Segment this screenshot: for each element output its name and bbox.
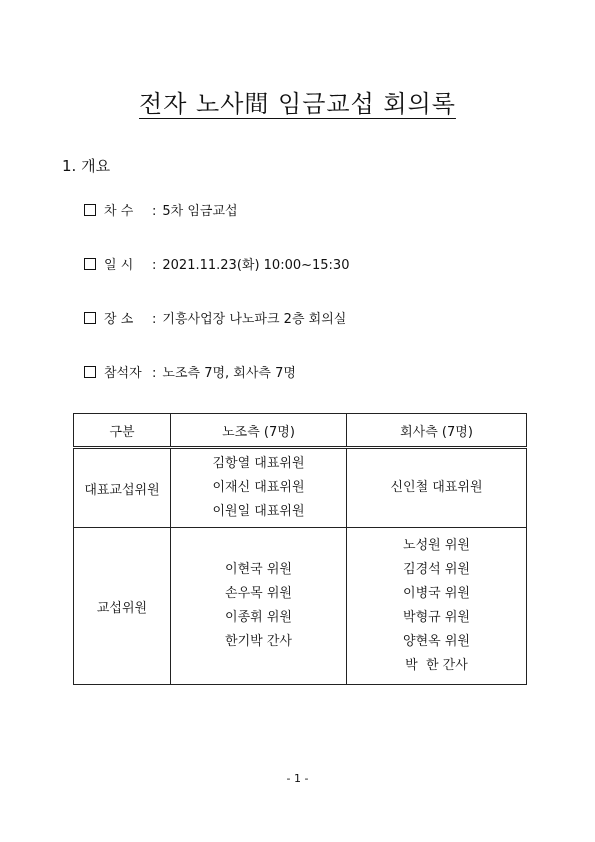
union-members [171, 448, 347, 528]
checkbox-icon [84, 258, 96, 270]
page-number: - 1 - [286, 772, 309, 785]
checkbox-icon [84, 204, 96, 216]
member-name: 이병국 위원 [403, 586, 470, 601]
member-name: 김경석 위원 [403, 562, 470, 577]
overview-item-location: 장 소 : 기흥사업장 나노파크 2층 회의실 [84, 308, 346, 327]
member-name: 양현옥 위원 [403, 634, 470, 649]
company-members [347, 528, 527, 685]
member-name: 이원일 대표위원 [212, 504, 305, 519]
member-name: 한기박 간사 [225, 634, 292, 649]
document-title: 전자 노사間 임금교섭 회의록 [139, 90, 456, 118]
header-company: 회사측 (7명) [347, 414, 527, 448]
row-category: 대표교섭위원 [74, 448, 171, 528]
header-union: 노조측 (7명) [171, 414, 347, 448]
member-name: 이현국 위원 [225, 562, 292, 577]
table-row [74, 448, 527, 528]
member-name: 이종휘 위원 [225, 610, 292, 625]
company-members [347, 448, 527, 528]
header-category: 구분 [74, 414, 171, 448]
member-name: 김항열 대표위원 [212, 456, 305, 471]
union-members [171, 528, 347, 685]
member-name: 이재신 대표위원 [212, 480, 305, 495]
overview-item-round: 차 수 : 5차 임금교섭 [84, 200, 238, 219]
table-header-row [74, 414, 527, 448]
member-name: 박 한 간사 [405, 658, 468, 673]
member-name: 신인철 대표위원 [390, 480, 483, 495]
overview-item-datetime: 일 시 : 2021.11.23(화) 10:00~15:30 [84, 254, 349, 273]
member-name: 박형규 위원 [403, 610, 470, 625]
row-category: 교섭위원 [74, 528, 171, 685]
section-heading: 1. 개요 [62, 157, 111, 175]
member-name: 손우목 위원 [225, 586, 292, 601]
checkbox-icon [84, 366, 96, 378]
table-row [74, 528, 527, 685]
overview-item-attendees: 참석자 : 노조측 7명, 회사측 7명 [84, 362, 296, 381]
checkbox-icon [84, 312, 96, 324]
member-name: 노성원 위원 [403, 538, 470, 553]
attendee-table [73, 413, 527, 685]
